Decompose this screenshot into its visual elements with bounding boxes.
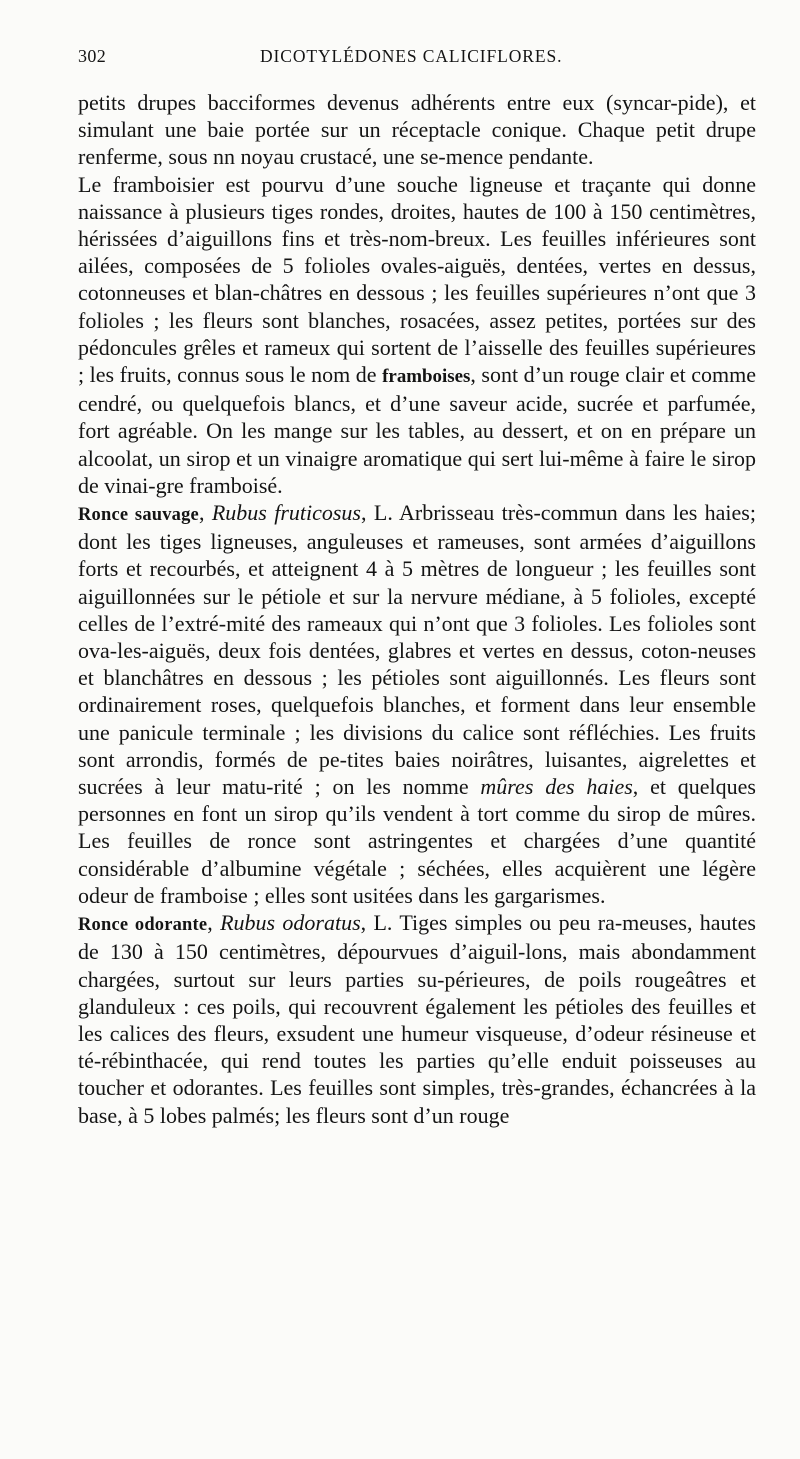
running-title: DICOTYLÉDONES CALICIFLORES. (260, 46, 563, 66)
paragraph-ronce-sauvage-text-end: , et quelques personnes en font un sirop qu’ils vendent à tort comme du sirop de mûres. Les feuilles de ronce sont astringentes et chargées d’une quantité considérable d’albumine végétale ; séchées, elles acquièrent une légère odeur de framboise ; elles sont usitées dans les gargarismes. (78, 774, 756, 908)
ronce-odorante-heading: Ronce odorante (78, 914, 208, 935)
page-number: 302 (78, 46, 107, 66)
page-header (78, 46, 756, 76)
ronce-sauvage-heading: Ronce sauvage (78, 504, 199, 525)
paragraph-ronce-odorante: Ronce odorante, Rubus odoratus, L. Tiges simples ou peu ra-meuses, hautes de 130 à 150 centimètres, dépourvues d’aiguil-lons, mais abondamment chargées, surtout sur leurs parties su-périeures, de poils rougeâtres et glanduleux : ces poils, qui recouvrent également les pétioles des feuilles et les calices des fleurs, exsudent une humeur visqueuse, d’odeur résineuse et té-rébinthacée, qui rend toutes les parties qu’elle enduit poisseuses au toucher et odorantes. Les feuilles sont simples, très-grandes, échancrées à la base, à 5 lobes palmés; les fleurs sont d’un rouge (78, 910, 756, 1128)
framboises-term: framboises (382, 366, 471, 388)
paragraph-ronce-sauvage: Ronce sauvage, Rubus fruticosus, L. Arbrisseau très-commun dans les haies; dont les tiges ligneuses, anguleuses et rameuses, sont armées d’aiguillons forts et recourbés, et atteignent 4 à 5 mètres de longueur ; les feuilles sont aiguillonnées sur le pétiole et sur la nervure médiane, à 5 folioles, excepté celles de l’extré-mité des rameaux qui n’ont que 3 folioles. Les folioles sont ova-les-aiguës, deux fois dentées, glabres et vertes en dessus, coton-neuses et blanchâtres en dessous ; les pétioles sont aiguillonnés. Les fleurs sont ordinairement roses, quelquefois blanches, et forment dans leur ensemble une panicule terminale ; les divisions du calice sont réfléchies. Les fruits sont arrondis, formés de pe-tites baies noirâtres, luisantes, aigrelettes et sucrées à leur matu-rité ; on les nomme mûres des haies, et quelques personnes en font un sirop qu’ils vendent à tort comme du sirop de mûres. Les feuilles de ronce sont astringentes et chargées d’une quantité considérable d’albumine végétale ; séchées, elles acquièrent une légère odeur de framboise ; elles sont usitées dans les gargarismes. (78, 500, 756, 908)
paragraph-drupes-text: petits drupes bacciformes devenus adhérents entre eux (syncar-pide), et simulant une baie portée sur un réceptacle conique. Chaque petit drupe renferme, sous nn noyau crustacé, une se-mence pendante. (78, 90, 756, 170)
paragraph-framboisier-text-end: , sont d’un rouge clair et comme cendré, ou quelquefois blancs, et d’une saveur acide, sucrée et parfumée, fort agréable. On les mange sur les tables, au dessert, et on en prépare un alcoolat, un sirop et un vinaigre aromatique qui sert lui-même à faire le sirop de vinai-gre framboisé. (78, 362, 756, 498)
mures-des-haies-term: mûres des haies (480, 774, 633, 800)
paragraph-framboisier-text-start: Le framboisier est pourvu d’une souche ligneuse et traçante qui donne naissance à plusieurs tiges rondes, droites, hautes de 100 à 150 centimètres, hérissées d’aiguillons fins et très-nom-breux. Les feuilles inférieures sont ailées, composées de 5 folioles ovales-aiguës, dentées, vertes en dessus, cotonneuses et blan-châtres en dessous ; les feuilles supérieures n’ont que 3 folioles ; les fleurs sont blanches, rosacées, assez petites, portées sur des pédoncules grêles et rameux qui sortent de l’aisselle des feuilles supérieures ; les fruits, connus sous le nom de (78, 171, 756, 388)
paragraph-ronce-odorante-text: , L. Tiges simples ou peu ra-meuses, hautes de 130 à 150 centimètres, dépourvues d’aiguil-lons, mais abondamment chargées, surtout sur leurs parties su-périeures, de poils rougeâtres et glanduleux : ces poils, qui recouvrent également les pétioles des feuilles et les calices des fleurs, exsudent une humeur visqueuse, d’odeur résineuse et té-rébinthacée, qui rend toutes les parties qu’elle enduit poisseuses au toucher et odorantes. Les feuilles sont simples, très-grandes, échancrées à la base, à 5 lobes palmés; les fleurs sont d’un rouge (78, 910, 756, 1128)
paragraph-ronce-sauvage-text-start: , L. Arbrisseau très-commun dans les haies; dont les tiges ligneuses, anguleuses et rameuses, sont armées d’aiguillons forts et recourbés, et atteignent 4 à 5 mètres de longueur ; les feuilles sont aiguillonnées sur le pétiole et sur la nervure médiane, à 5 folioles, excepté celles de l’extré-mité des rameaux qui n’ont que 3 folioles. Les folioles sont ova-les-aiguës, deux fois dentées, glabres et vertes en dessus, coton-neuses et blanchâtres en dessous ; les pétioles sont aiguillonnés. Les fleurs sont ordinairement roses, quelquefois blanches, et forment dans leur ensemble une panicule terminale ; les divisions du calice sont réfléchies. Les fruits sont arrondis, formés de pe-tites baies noirâtres, luisantes, aigrelettes et sucrées à leur matu-rité ; on les nomme (78, 500, 756, 800)
paragraph-drupes (78, 89, 756, 171)
body-text (78, 89, 756, 1129)
rubus-odoratus-name: Rubus odoratus (220, 910, 361, 936)
paragraph-framboisier (78, 171, 756, 499)
rubus-fruticosus-name: Rubus fruticosus (211, 500, 361, 526)
